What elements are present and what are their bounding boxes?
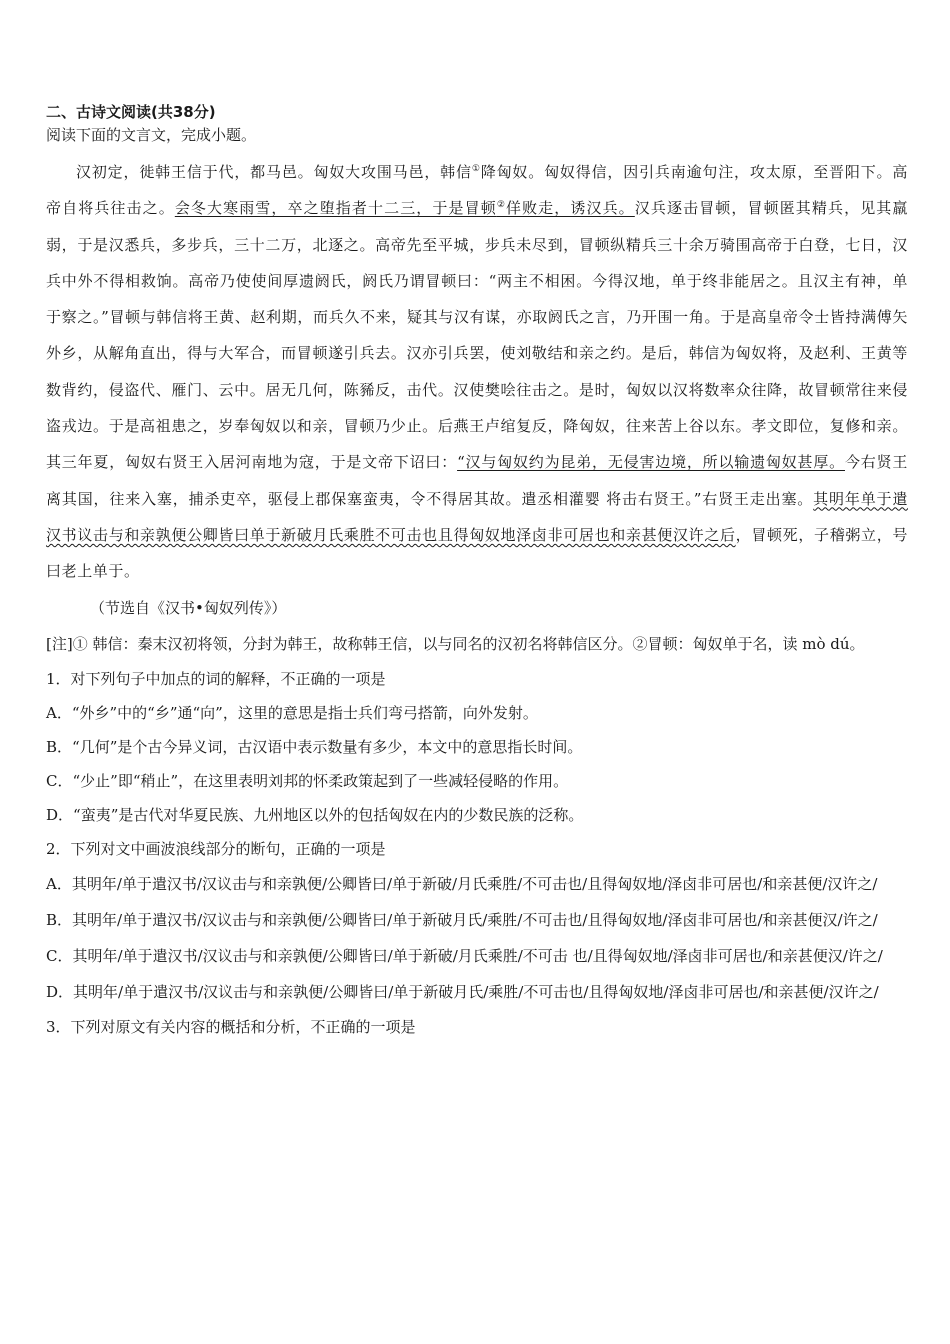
question-2-option-d: D．其明年/单于遣汉书/汉议击与和亲孰便/公卿皆曰/单于新破月氏/乘胜/不可击也/且得匈奴地/泽卤非可居也/和亲甚便/汉许之/	[46, 982, 879, 1001]
section-heading: 二、古诗文阅读(共38分)	[46, 103, 216, 121]
passage-text: 汉初定，徙韩王信于代，都马邑。匈奴大攻围马邑，韩信	[76, 163, 472, 181]
wavy-underlined-sentence: 其明年单于遣汉书议击与和亲孰便公卿皆曰单于新破月氏乘胜不可击也且得匈奴地泽卤非可居也和亲甚便汉许之后	[46, 489, 908, 544]
underlined-sentence-1: 会冬大寒雨雪，卒之堕指者十二三，于是冒顿②佯败走，诱汉兵。	[174, 199, 635, 218]
question-1-option-c: C．“少止”即“稍止”，在这里表明刘邦的怀柔政策起到了一些减轻侵略的作用。	[46, 771, 569, 790]
question-1-option-b: B．“几何”是个古今异义词，古汉语中表示数量有多少，本文中的意思指长时间。	[46, 737, 583, 756]
question-2-stem: 2．下列对文中画波浪线部分的断句，正确的一项是	[46, 839, 386, 858]
note-marker-1: ①	[471, 164, 481, 174]
underlined-sentence-2: “汉与匈奴约为昆弟，无侵害边境，所以输遗匈奴甚厚。	[457, 453, 845, 472]
question-3-stem: 3．下列对原文有关内容的概括和分析，不正确的一项是	[46, 1017, 416, 1036]
passage-text: 降匈奴。匈奴得信，因引兵南逾句注，攻太原，至晋阳下。高帝自将兵往击之。	[46, 163, 908, 218]
question-1-option-d: D．“蛮夷”是古代对华夏民族、九州地区以外的包括匈奴在内的少数民族的泛称。	[46, 805, 584, 824]
annotation-note: [注]① 韩信：秦末汉初将领，分封为韩王，故称韩王信，以与同名的汉初名将韩信区分。②冒顿：匈奴单于名，读 mò dú。	[46, 634, 865, 653]
source-citation: （节选自《汉书•匈奴列传》）	[90, 598, 287, 617]
question-1-stem: 1．对下列句子中加点的词的解释，不正确的一项是	[46, 669, 386, 688]
question-2-option-c: C．其明年/单于遣汉书/汉议击与和亲孰便/公卿皆曰/单于新破/月氏乘胜/不可击 也/且得匈奴地/泽卤非可居也/和亲甚便汉/许之/	[46, 946, 883, 965]
question-1-option-a: A．“外乡”中的“乡”通“向”，这里的意思是指士兵们弯弓搭箭，向外发射。	[46, 703, 538, 722]
classical-passage	[46, 154, 908, 590]
passage-text: 汉兵逐击冒顿，冒顿匿其精兵，见其羸弱，于是汉悉兵，多步兵，三十二万，北逐之。高帝先至平城，步兵未尽到，冒顿纵精兵三十余万骑围高帝于白登，七日，汉兵中外不得相救饷。高帝乃使使间厚遗阏氏，阏氏乃谓冒顿曰：“两主不相困。今得汉地，单于终非能居之。且汉主有神，单于察之。”冒顿与韩信将王黄、赵利期，而兵久不来，疑其与汉有谋，亦取阏氏之言，乃开围一角。于是高皇帝令士皆持满傅矢外乡，从解角直出，得与大军合，而冒顿遂引兵去。汉亦引兵罢，使刘敬结和亲之约。是后，韩信为匈奴将，及赵利、王黄等数背约，侵盗代、雁门、云中。居无几何，陈豨反，击代。汉使樊哙往击之。是时，匈奴以汉将数率众往降，故冒顿常往来侵盗戎边。于是高祖患之，岁奉匈奴以和亲，冒顿乃少止。后燕王卢绾复反，降匈奴，往来苦上谷以东。孝文即位，复修和亲。其三年夏，匈奴右贤王入居河南地为寇，于是文帝下诏曰：	[46, 199, 908, 472]
question-2-option-b: B．其明年/单于遣汉书/汉议击与和亲孰便/公卿皆曰/单于新破月氏/乘胜/不可击也/且得匈奴地/泽卤非可居也/和亲甚便汉/许之/	[46, 910, 878, 929]
instruction-text: 阅读下面的文言文，完成小题。	[46, 126, 257, 144]
passage-text: ，冒顿死，子稽粥立，号曰老上单于。	[46, 525, 908, 581]
note-marker-2: ②	[496, 200, 506, 211]
document-page	[46, 96, 908, 1044]
question-2-option-a: A．其明年/单于遣汉书/汉议击与和亲孰便/公卿皆曰/单于新破/月氏乘胜/不可击也/且得匈奴地/泽卤非可居也/和亲甚便/汉许之/	[46, 874, 878, 893]
passage-text: 今右贤王离其国，往来入塞，捕杀吏卒，驱侵上郡保塞蛮夷，令不得居其故。遣丞相灌婴 将击右贤王。”右贤王走出塞。	[46, 453, 909, 508]
